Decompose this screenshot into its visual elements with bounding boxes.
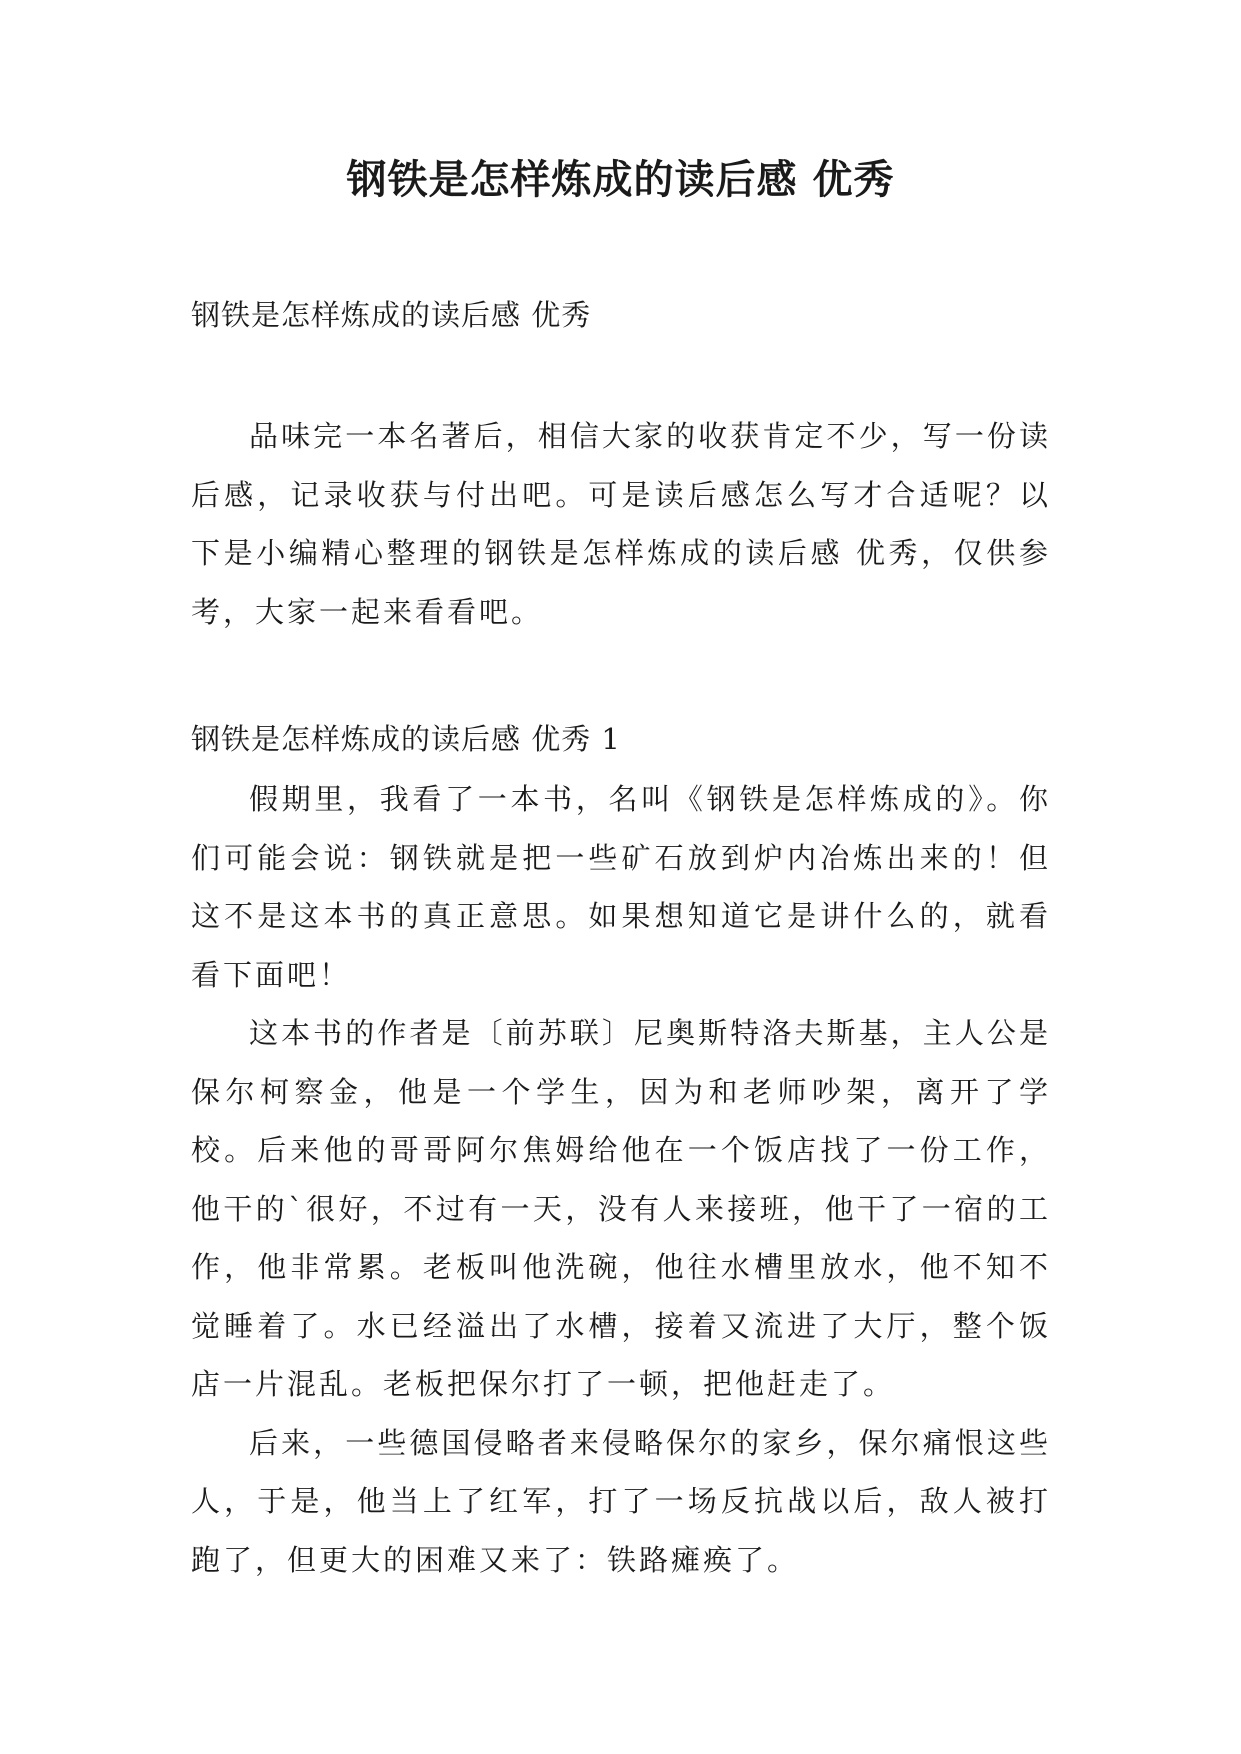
document-body [191,290,1051,1589]
section-heading: 钢铁是怎样炼成的读后感 优秀 1 [191,722,621,756]
body-paragraph-1: 假期里，我看了一本书，名叫《钢铁是怎样炼成的》。你们可能会说：钢铁就是把一些矿石放到炉内冶炼出来的！但这不是这本书的真正意思。如果想知道它是讲什么的，就看看下面吧！ [191,782,1051,992]
section-body [191,770,1051,1589]
intro-paragraph: 品味完一本名著后，相信大家的收获肯定不少，写一份读后感，记录收获与付出吧。可是读后感怎么写才合适呢？以下是小编精心整理的钢铁是怎样炼成的读后感 优秀，仅供参考，大家一起来看看吧。 [191,419,1051,629]
document-subtitle: 钢铁是怎样炼成的读后感 优秀 [191,298,592,332]
document-title: 钢铁是怎样炼成的读后感 优秀 [346,157,895,203]
body-paragraph-2: 这本书的作者是〔前苏联〕尼奥斯特洛夫斯基，主人公是保尔柯察金，他是一个学生，因为和老师吵架，离开了学校。后来他的哥哥阿尔焦姆给他在一个饭店找了一份工作，他干的`很好，不过有一天，没有人来接班，他干了一宿的工作，他非常累。老板叫他洗碗，他往水槽里放水，他不知不觉睡着了。水已经溢出了水槽，接着又流进了大厅，整个饭店一片混乱。老板把保尔打了一顿，把他赶走了。 [191,1016,1051,1401]
body-paragraph-3: 后来，一些德国侵略者来侵略保尔的家乡，保尔痛恨这些人，于是，他当上了红军，打了一场反抗战以后，敌人被打跑了，但更大的困难又来了：铁路瘫痪了。 [191,1425,1051,1577]
